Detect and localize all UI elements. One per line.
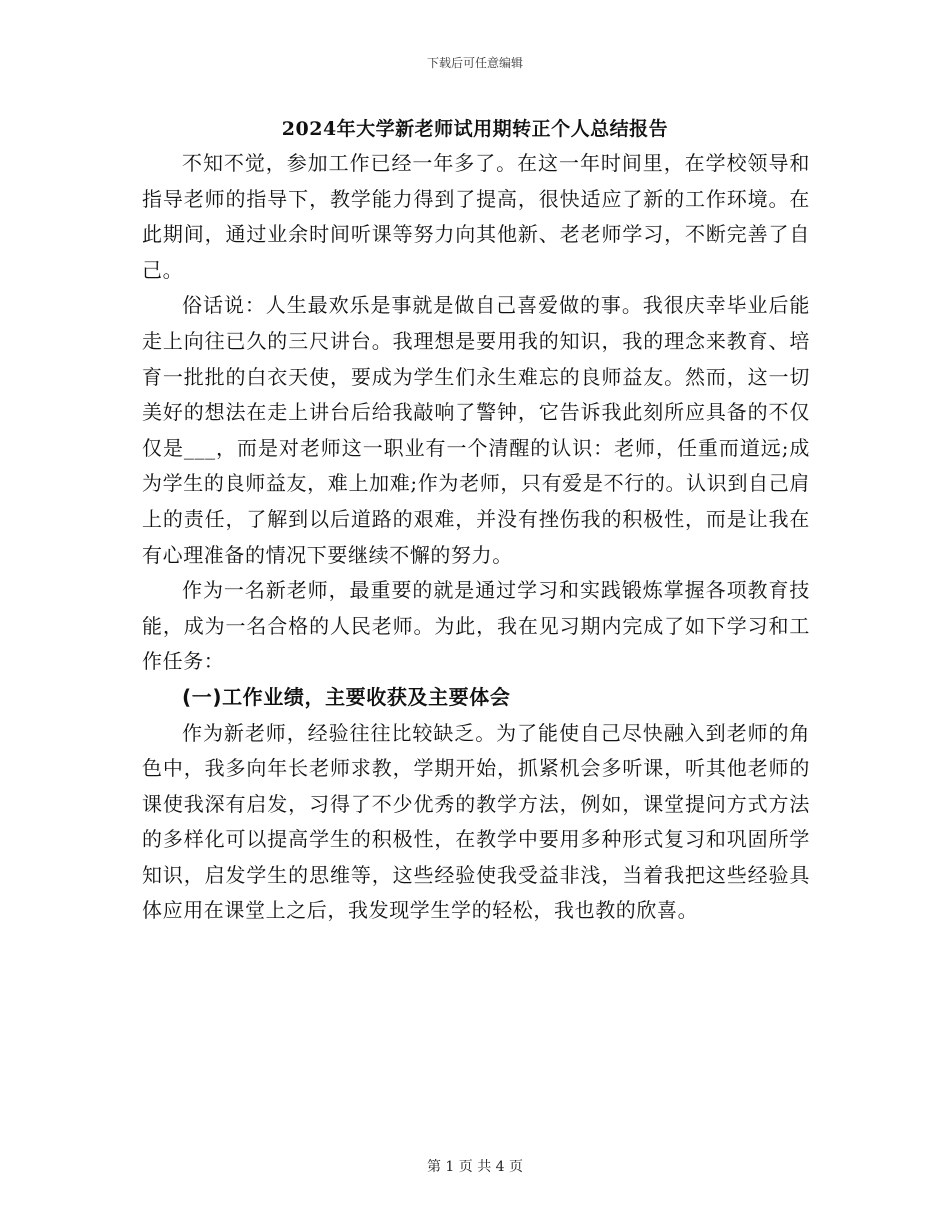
- paragraph-intro: 不知不觉，参加工作已经一年多了。在这一年时间里，在学校领导和指导老师的指导下，教学能力得到了提高，很快适应了新的工作环境。在此期间，通过业余时间听课等努力向其他新、老老师学习，不断完善了自己。: [142, 151, 810, 282]
- paragraph-experience: 作为新老师，经验往往比较缺乏。为了能使自己尽快融入到老师的角色中，我多向年长老师求教，学期开始，抓紧机会多听课，听其他老师的课使我深有启发，习得了不少优秀的教学方法，例如，课堂提问方式方法的多样化可以提高学生的积极性，在教学中要用多种形式复习和巩固所学知识，启发学生的思维等，这些经验使我受益非浅，当着我把这些经验具体应用在课堂上之后，我发现学生学的轻松，我也教的欣喜。: [142, 720, 810, 923]
- header-note: 下载后可任意编辑: [426, 56, 523, 70]
- section-heading: (一)工作业绩，主要收获及主要体会: [182, 684, 511, 709]
- paragraph-tasks: 作为一名新老师，最重要的就是通过学习和实践锻炼掌握各项教育技能，成为一名合格的人民老师。为此，我在见习期内完成了如下学习和工作任务：: [142, 578, 810, 674]
- document-title: 2024年大学新老师试用期转正个人总结报告: [281, 118, 669, 140]
- page-footer: 第 1 页 共 4 页: [426, 1159, 524, 1175]
- document-body: [142, 146, 810, 929]
- paragraph-saying: 俗话说：人生最欢乐是事就是做自己喜爱做的事。我很庆幸毕业后能走上向往已久的三尺讲台。我理想是要用我的知识，我的理念来教育、培育一批批的白衣天使，要成为学生们永生难忘的良师益友。然而，这一切美好的想法在走上讲台后给我敲响了警钟，它告诉我此刻所应具备的不仅仅是___，而是对老师这一职业有一个清醒的认识：老师，任重而道远;成为学生的良师益友，难上加难;作为老师，只有爱是不行的。认识到自己肩上的责任，了解到以后道路的艰难，并没有挫伤我的积极性，而是让我在有心理准备的情况下要继续不懈的努力。: [142, 293, 810, 567]
